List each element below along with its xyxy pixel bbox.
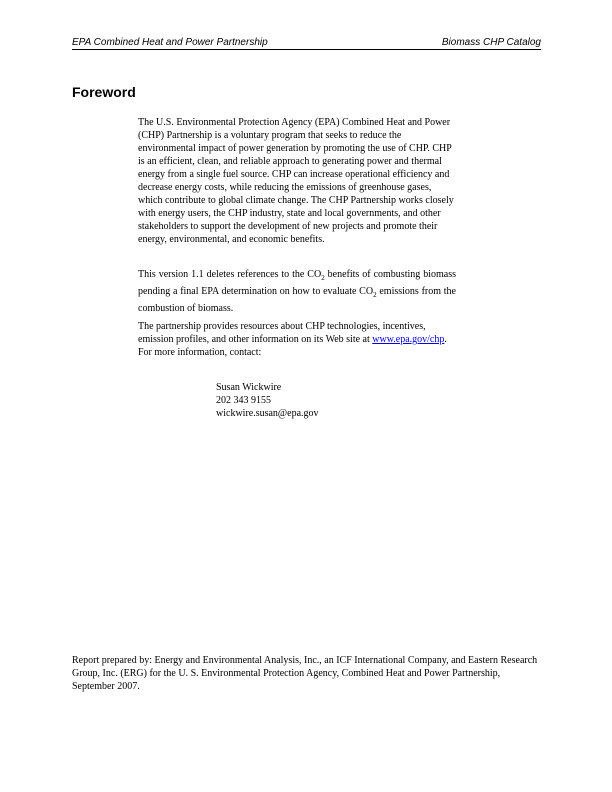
intro-paragraph: The U.S. Environmental Protection Agency (EPA) Combined Heat and Power (CHP) Partnership is a voluntary program that seeks to reduce the environmental impact of power generation by promoting the use of CHP. CHP is an efficient, clean, and reliable approach to generating power and thermal energy from a single fuel source. CHP can increase operational efficiency and decrease energy costs, while reducing the emissions of greenhouse gases, which contribute to global climate change. The CHP Partnership works closely with energy users, the CHP industry, state and local governments, and other stakeholders to support the development of new projects and promote their energy, environmental, and economic benefits. <box>138 117 454 245</box>
contact-block <box>216 381 319 420</box>
page-title: Foreword <box>72 84 136 100</box>
version-text-part3: emissions from the combustion of biomass. <box>138 286 456 314</box>
version-paragraph <box>138 268 456 315</box>
header-left-title: EPA Combined Heat and Power Partnership <box>72 37 268 48</box>
resources-text-part1: The partnership provides resources about CHP technologies, incentives, emission profiles, and other information on its Web site at <box>138 321 426 345</box>
version-text-part1: This version 1.1 deletes references to the CO <box>138 269 322 280</box>
running-header <box>72 37 541 50</box>
resources-text-part2: . For more information, contact: <box>138 334 447 358</box>
version-text-part2: benefits of combusting biomass pending a final EPA determination on how to evaluate CO <box>138 269 456 297</box>
co2-subscript-2: 2 <box>373 291 377 299</box>
resources-paragraph <box>138 320 456 359</box>
contact-name: Susan Wickwire <box>216 382 282 393</box>
header-right-title: Biomass CHP Catalog <box>441 37 541 48</box>
co2-subscript-1: 2 <box>321 274 325 282</box>
contact-email: wickwire.susan@epa.gov <box>216 408 319 419</box>
report-prepared-note: Report prepared by: Energy and Environmental Analysis, Inc., an ICF International Company, and Eastern Research Group, Inc. (ERG) for the U. S. Environmental Protection Agency, Combined Heat and Power Partnership, September 2007. <box>72 655 538 692</box>
epa-chp-link[interactable]: www.epa.gov/chp <box>372 334 445 345</box>
contact-phone: 202 343 9155 <box>216 395 271 406</box>
